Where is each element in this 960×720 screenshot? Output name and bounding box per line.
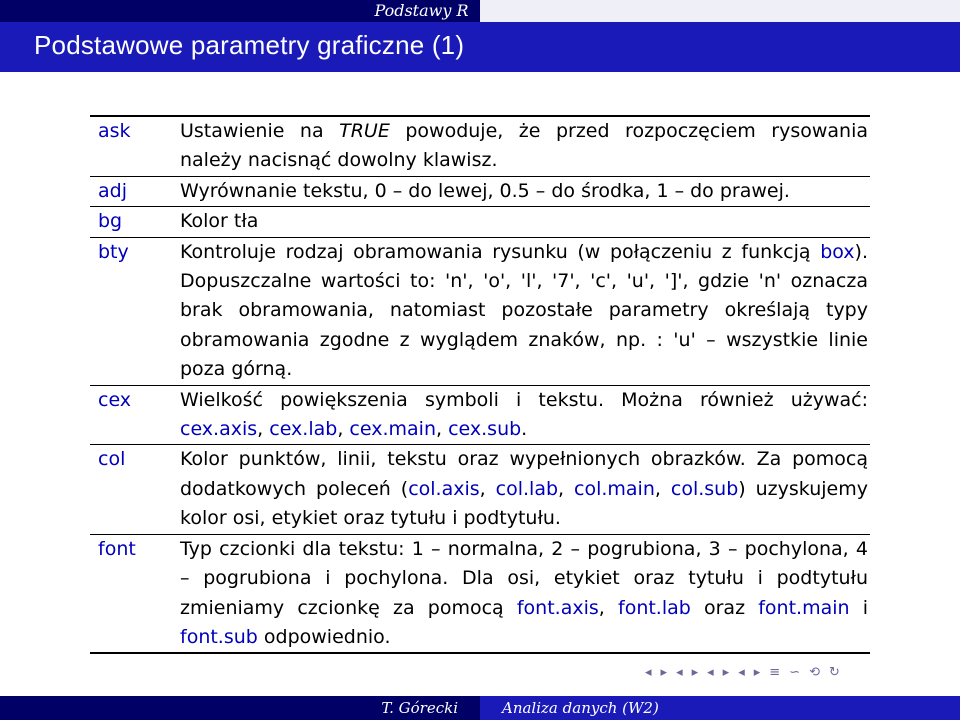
separator: , — [654, 477, 671, 500]
param-name-adj: adj — [98, 179, 127, 202]
table-row-adj — [90, 176, 870, 206]
param-desc-ask — [180, 116, 870, 176]
param-desc-bty — [180, 237, 870, 385]
param-desc-cex — [180, 385, 870, 445]
slide-title: Podstawowe parametry graficzne (1) — [34, 30, 465, 60]
desc-text: Ustawienie na — [180, 120, 340, 142]
param-name-col: col — [98, 448, 126, 471]
parameter-table-container — [90, 115, 870, 654]
param-link-col-lab[interactable]: col.lab — [495, 477, 559, 500]
param-name-cex: cex — [98, 388, 132, 411]
desc-text: Kolor punktów, linii, tekstu oraz wypełnionych obrazków. Za pomocą dodatkowych poleceń ( — [180, 448, 868, 500]
table-row-ask — [90, 116, 870, 176]
desc-text: ). Dopuszczalne wartości to: 'n', 'o', 'l', '7', 'c', 'u', ']', gdzie 'n' oznacza brak obramowania, natomiast pozostałe parametry określają typy obramowania zgodne z wyglądem znaków, np. : 'u' – wszystkie linie poza górną. — [180, 240, 868, 381]
desc-text: odpowiednio. — [257, 625, 391, 648]
param-link-cex-axis[interactable]: cex.axis — [180, 418, 258, 441]
param-desc-adj: Wyrównanie tekstu, 0 – do lewej, 0.5 – do środka, 1 – do prawej. — [180, 179, 790, 202]
separator: , — [257, 418, 270, 441]
param-link-col-axis[interactable]: col.axis — [408, 477, 480, 500]
nav-toc-icon[interactable]: ≡ — [769, 665, 781, 680]
parameter-table — [90, 115, 870, 654]
separator: , — [558, 477, 575, 500]
desc-text: Kontroluje rodzaj obramowania rysunku (w połączeniu z funkcją — [180, 240, 821, 263]
param-link-cex-sub[interactable]: cex.sub — [448, 418, 522, 441]
table-row-bg — [90, 207, 870, 237]
header-bar — [0, 0, 960, 22]
separator: oraz — [690, 596, 759, 619]
nav-next-subsection-icon[interactable]: ▸ — [691, 665, 699, 680]
param-desc-font — [180, 534, 870, 653]
param-link-font-sub[interactable]: font.sub — [180, 625, 258, 648]
param-desc-col — [180, 445, 870, 534]
param-link-cex-lab[interactable]: cex.lab — [269, 418, 338, 441]
param-name-ask: ask — [98, 120, 131, 142]
beamer-navigation — [645, 665, 840, 680]
nav-back-icon[interactable]: ∽ — [789, 665, 801, 680]
separator: , — [598, 596, 618, 619]
table-row-font — [90, 534, 870, 653]
nav-prev-slide-icon[interactable]: ◂ — [738, 665, 745, 680]
footer-author: T. Górecki — [0, 696, 480, 720]
nav-next-section-icon[interactable]: ▸ — [722, 665, 730, 680]
separator: i — [849, 596, 868, 619]
nav-next-slide-icon[interactable]: ▸ — [753, 665, 761, 680]
param-link-font-axis[interactable]: font.axis — [516, 596, 599, 619]
param-link-font-lab[interactable]: font.lab — [618, 596, 691, 619]
header-short-title[interactable]: Podstawy R — [374, 1, 469, 20]
nav-prev-section-icon[interactable]: ◂ — [707, 665, 714, 680]
separator: , — [479, 477, 496, 500]
param-link-col-main[interactable]: col.main — [574, 477, 655, 500]
nav-prev-subsection-icon[interactable]: ◂ — [676, 665, 683, 680]
nav-search-icon[interactable]: ⟲ — [809, 665, 820, 680]
desc-text: Wielkość powiększenia symboli i tekstu. Można również używać: — [180, 388, 868, 411]
desc-text: Typ czcionki dla tekstu: 1 – normalna, 2 – pogrubiona, 3 – pochylona, 4 – pogrubiona i pochylona. Dla osi, etykiet oraz tytułu i podtytułu zmieniamy czcionkę za pomocą — [180, 537, 868, 619]
table-row-bty — [90, 237, 870, 385]
function-link-box[interactable]: box — [820, 240, 855, 263]
param-link-font-main[interactable]: font.main — [758, 596, 850, 619]
param-name-bg: bg — [98, 210, 123, 233]
desc-text: ) uzyskujemy kolor osi, etykiet oraz tytułu i podtytułu. — [180, 477, 868, 530]
footer-bar — [0, 696, 960, 720]
separator: , — [337, 418, 350, 441]
desc-keyword: TRUE — [339, 120, 390, 142]
param-link-col-sub[interactable]: col.sub — [670, 477, 739, 500]
param-name-font: font — [98, 537, 136, 560]
nav-forward-icon[interactable]: ↻ — [828, 665, 840, 680]
title-bar — [0, 22, 960, 72]
param-name-bty: bty — [98, 240, 129, 263]
footer-course: Analiza danych (W2) — [480, 696, 960, 720]
nav-prev-frame-icon[interactable]: ◂ — [645, 665, 652, 680]
separator: , — [435, 418, 449, 441]
table-row-cex — [90, 385, 870, 445]
nav-next-frame-icon[interactable]: ▸ — [660, 665, 668, 680]
param-link-cex-main[interactable]: cex.main — [349, 418, 436, 441]
param-desc-bg: Kolor tła — [180, 210, 259, 233]
separator: . — [521, 418, 528, 441]
desc-text: powoduje, że przed rozpoczęciem rysowania należy nacisnąć dowolny klawisz. — [180, 120, 868, 172]
table-row-col — [90, 445, 870, 534]
header-right — [480, 0, 960, 22]
